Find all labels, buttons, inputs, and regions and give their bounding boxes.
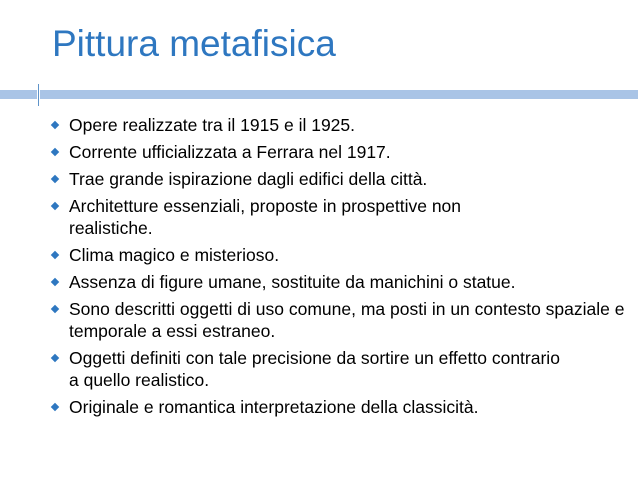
bullet-item (49, 114, 489, 136)
diamond-icon (51, 403, 59, 411)
title-underline-bar (40, 90, 638, 99)
bullet-item (49, 347, 569, 391)
diamond-icon (51, 354, 59, 362)
bullet-text: Architetture essenziali, proposte in prospettive non realistiche. (69, 196, 462, 238)
bullet-text: Assenza di figure umane, sostituite da manichini o statue. (69, 272, 516, 292)
diamond-icon (51, 305, 59, 313)
bullet-text: Trae grande ispirazione dagli edifici della città. (69, 169, 428, 189)
slide-title: Pittura metafisica (52, 23, 336, 64)
bullet-text: Sono descritti oggetti di uso comune, ma posti in un contesto spaziale e temporale a essi estraneo. (69, 299, 625, 341)
diamond-icon (51, 202, 59, 210)
bullet-text: Opere realizzate tra il 1915 e il 1925. (69, 115, 355, 135)
diamond-icon (51, 175, 59, 183)
diamond-icon (51, 278, 59, 286)
bullet-item (49, 244, 489, 266)
bullet-list (49, 114, 625, 423)
title-underline-left (0, 90, 37, 99)
title-underline-divider (38, 84, 39, 106)
diamond-icon (51, 251, 59, 259)
bullet-item (49, 141, 489, 163)
diamond-icon (51, 148, 59, 156)
bullet-item (49, 168, 539, 190)
bullet-item (49, 396, 609, 418)
bullet-text: Clima magico e misterioso. (69, 245, 280, 265)
bullet-item (49, 195, 534, 239)
bullet-text: Oggetti definiti con tale precisione da sortire un effetto contrario a quello realistico. (69, 348, 560, 390)
bullet-text: Originale e romantica interpretazione della classicità. (69, 397, 479, 417)
bullet-item (49, 271, 638, 293)
diamond-icon (51, 121, 59, 129)
bullet-item (49, 298, 634, 342)
bullet-text: Corrente ufficializzata a Ferrara nel 1917. (69, 142, 391, 162)
